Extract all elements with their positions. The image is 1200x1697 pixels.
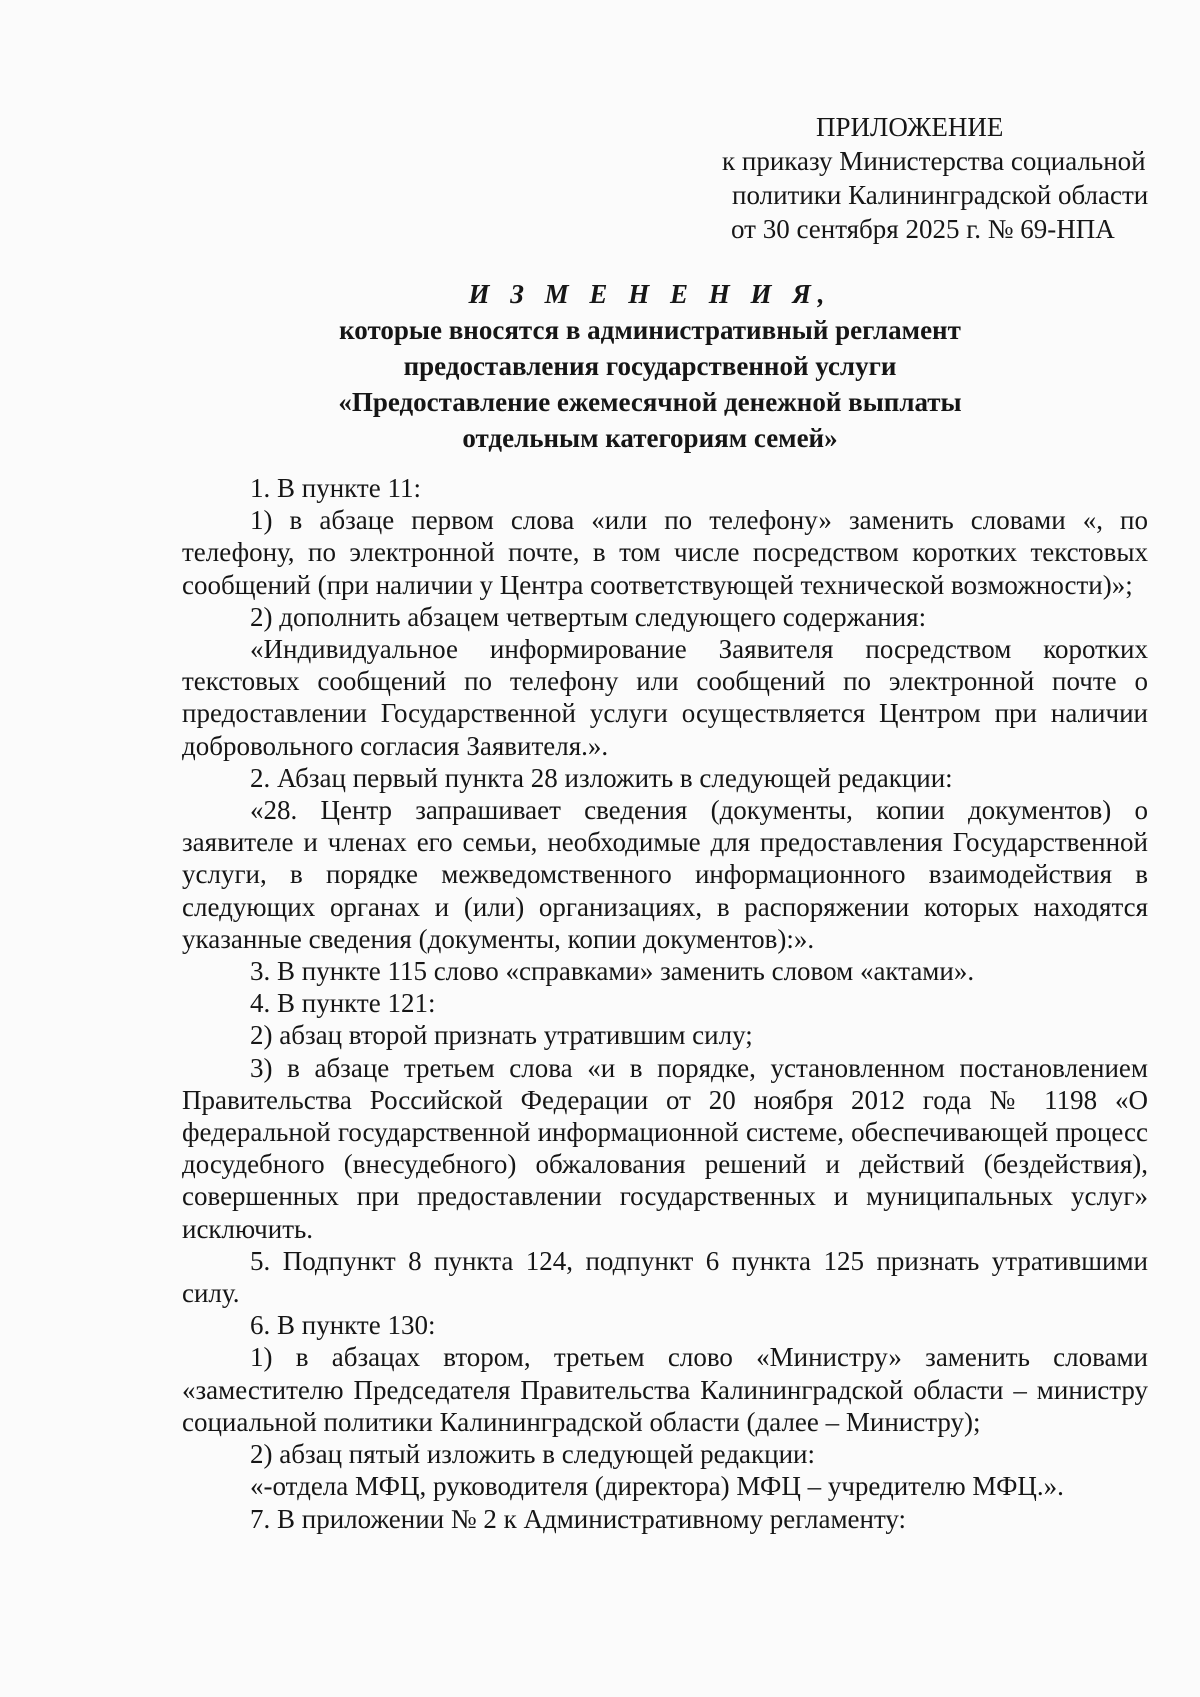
appendix-line: политики Калининградской области [732,180,1149,210]
paragraph: 2) дополнить абзацем четвертым следующего содержания: [250,601,927,632]
subtitle-line: предоставления государственной услуги [403,351,897,381]
paragraph: 7. В приложении № 2 к Административному регламенту: [250,1503,907,1534]
paragraph: 5. Подпункт 8 пункта 124, подпункт 6 пункта 125 признать утратившими силу. [182,1245,1148,1309]
paragraph: «Индивидуальное информирование Заявителя посредством коротких текстовых сообщений по телефону или сообщений по электронной почте о предоставлении Государственной услуги осуществляется Центром при наличии добровольного согласия Заявителя.». [182,634,1148,761]
document-title: И З М Е Н Е Н И Я, [468,279,832,309]
paragraph: 4. В пункте 121: [250,988,436,1019]
paragraph: 2) абзац пятый изложить в следующей редакции: [250,1439,815,1470]
paragraph: 2. Абзац первый пункта 28 изложить в следующей редакции: [250,762,953,793]
subtitle-line: которые вносятся в административный регламент [339,315,961,345]
paragraph: 1) в абзаце первом слова «или по телефону» заменить словами «, по телефону, по электронной почте, в том числе посредством коротких текстовых сообщений (при наличии у Центра соответствующей технической возможности)»; [182,505,1148,600]
document-body [182,472,1148,1535]
appendix-block [722,110,1162,246]
paragraph: 2) абзац второй признать утратившим силу; [250,1020,753,1051]
paragraph: 1) в абзацах втором, третьем слово «Министру» заменить словами «заместителю Председателя Правительства Калининградской области – министру социальной политики Калининградской области (далее – Министру); [182,1342,1148,1437]
subtitle-line: «Предоставление ежемесячной денежной выплаты [338,387,962,417]
appendix-line: от 30 сентября 2025 г. № 69-НПА [731,214,1115,244]
subtitle-line: отдельным категориям семей» [462,423,838,453]
paragraph: 3) в абзаце третьем слова «и в порядке, установленном постановлением Правительства Российской Федерации от 20 ноября 2012 года № 1198 «О федеральной государственной информационной системе, обеспечивающей процесс досудебного (внесудебного) обжалования решений и действий (бездействия), совершенных при предоставлении государственных и муниципальных услуг» исключить. [182,1052,1148,1244]
paragraph: «28. Центр запрашивает сведения (документы, копии документов) о заявителе и членах его семьи, необходимые для предоставления Государственной услуги, в порядке межведомственного информационного взаимодействия в следующих органах и (или) организациях, в распоряжении которых находятся указанные сведения (документы, копии документов):». [182,795,1148,954]
paragraph: 3. В пункте 115 слово «справками» заменить словом «актами». [250,956,975,987]
appendix-line: к приказу Министерства социальной [722,146,1146,176]
paragraph: «-отдела МФЦ, руководителя (директора) МФЦ – учредителю МФЦ.». [250,1471,1064,1502]
appendix-title: ПРИЛОЖЕНИЕ [816,112,1004,142]
paragraph: 6. В пункте 130: [250,1310,436,1341]
paragraph: 1. В пункте 11: [250,473,421,503]
title-block [180,276,1120,456]
